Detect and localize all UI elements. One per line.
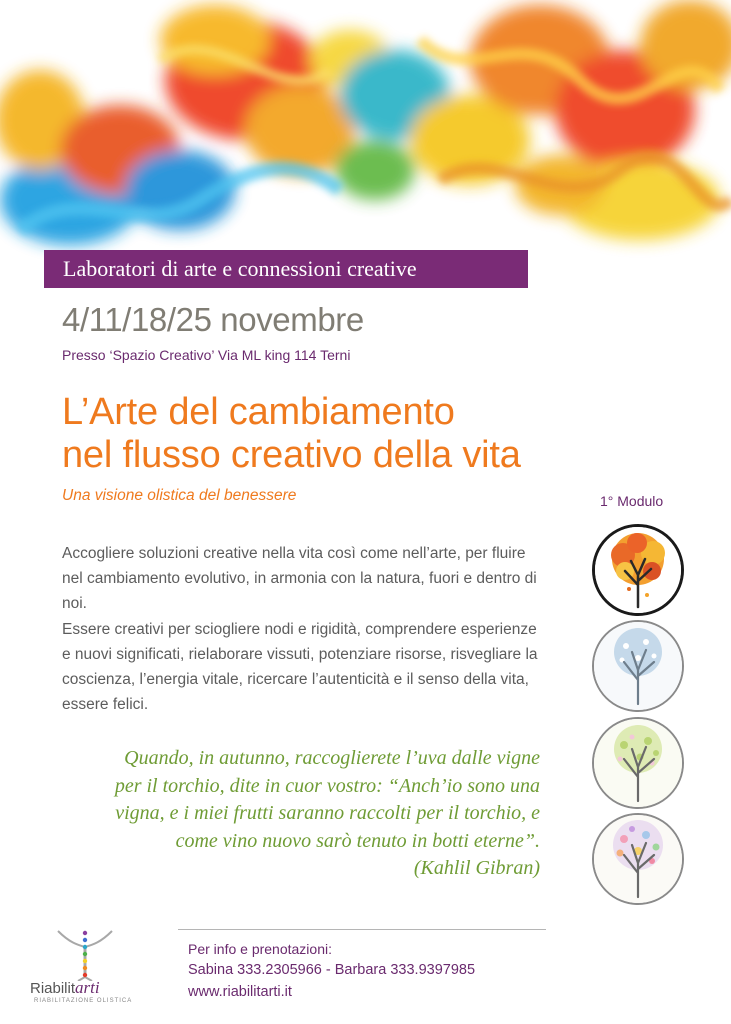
logo-name-part-1: Riabilit (30, 980, 76, 997)
logo-tagline: RIABILITAZIONE OLISTICA (34, 998, 133, 1004)
quote-author: (Kahlil Gibran) (413, 857, 540, 879)
description-paragraph-1: Accogliere soluzioni creative nella vita così come nell’arte, per fluire nel cambiamento evolutivo, in armonia con la natura, fuori e dentro di noi. (62, 545, 537, 613)
contact-phones[interactable]: Sabina 333.2305966 - Barbara 333.9397985 (188, 962, 476, 978)
footer-divider (178, 929, 546, 930)
logo-wordmark (30, 978, 100, 998)
contact-info (188, 939, 475, 1003)
event-venue: Presso ‘Spazio Creativo’ Via ML king 114 Terni (62, 347, 351, 363)
autumn-tree-icon (592, 524, 684, 616)
quote-line: Quando, in autunno, raccoglierete l’uva dalle vigne (124, 747, 540, 769)
title-line-1: L’Arte del cambiamento (62, 391, 455, 433)
quote-line: per il torchio, dite in cuor vostro: “Anch’io sono una (114, 774, 540, 797)
event-series-banner: Laboratori di arte e connessioni creative (44, 250, 528, 288)
quote-line: come vino nuovo sarò tenuto in botti eterne”. (175, 829, 540, 852)
quote-line: vigna, e i miei frutti saranno raccolti per il torchio, e (115, 802, 540, 824)
gibran-quote (58, 745, 540, 883)
subtitle: Una visione olistica del benessere (62, 487, 297, 504)
logo-name-part-2: arti (75, 978, 100, 997)
spring-tree-icon (592, 717, 684, 809)
description-text (62, 541, 540, 717)
title-line-2: nel flusso creativo della vita (62, 434, 521, 476)
page-title (62, 391, 662, 477)
winter-tree-icon (592, 620, 684, 712)
contact-label: Per info e prenotazioni: (188, 941, 332, 957)
event-dates: 4/11/18/25 novembre (62, 301, 364, 338)
summer-tree-icon (592, 813, 684, 905)
module-label: 1° Modulo (600, 493, 664, 509)
description-paragraph-2: Essere creativi per sciogliere nodi e rigidità, comprendere esperienze e nuovi significati, rielaborare vissuti, potenziare risorse, risvegliare la coscienza, l’energia vitale, ricercare l’autenticità e il senso della vita, essere felici. (62, 620, 538, 714)
website-link[interactable]: www.riabilitarti.it (188, 984, 292, 1000)
